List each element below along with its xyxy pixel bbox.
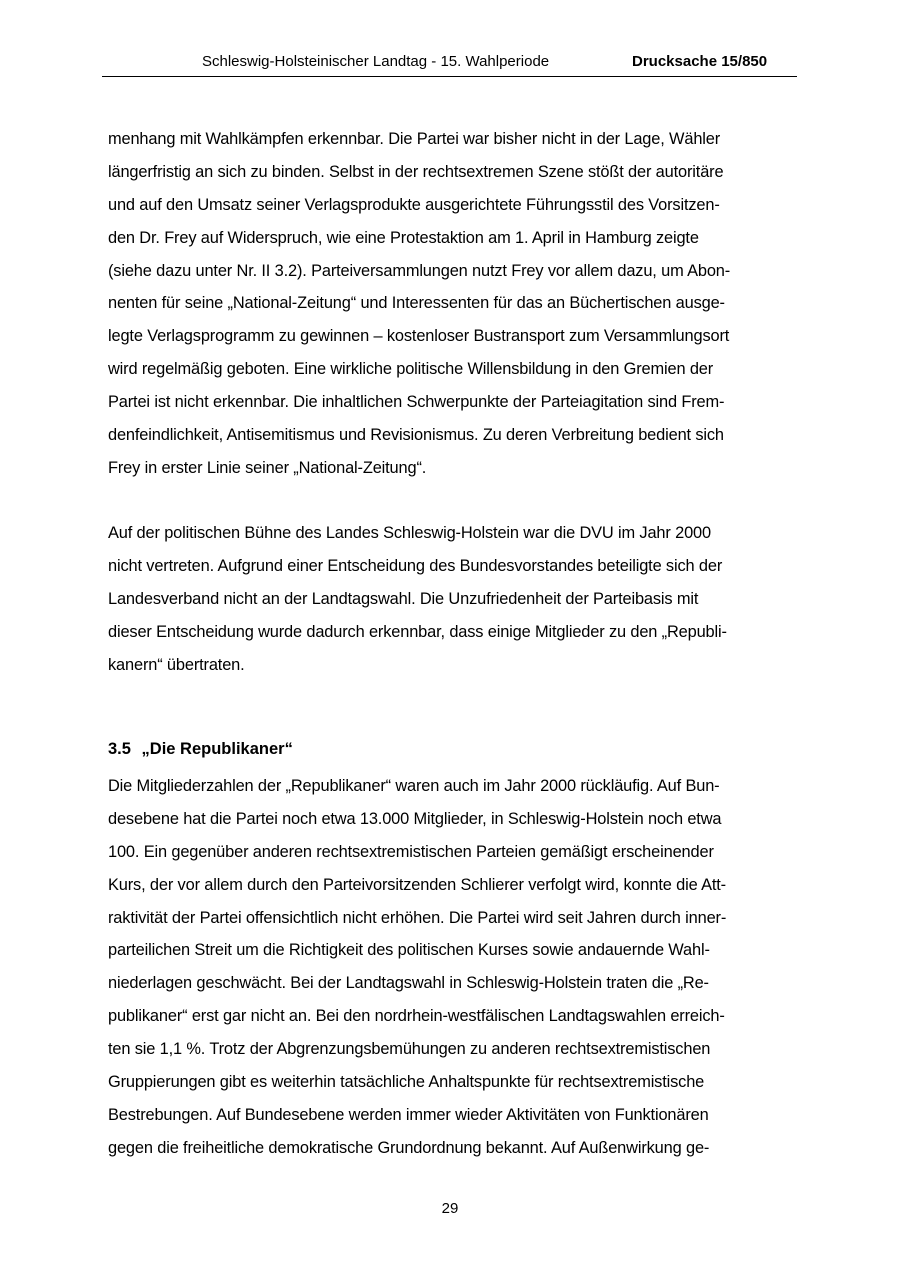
text-line: Kurs, der vor allem durch den Parteivorsitzenden Schlierer verfolgt wird, konnte die Att- bbox=[108, 875, 726, 894]
text-line: parteilichen Streit um die Richtigkeit des politischen Kurses sowie andauernde Wahl- bbox=[108, 941, 710, 960]
text-line: kanern“ übertraten. bbox=[108, 655, 245, 674]
text-line: legte Verlagsprogramm zu gewinnen – kostenloser Bustransport zum Versammlungsort bbox=[108, 327, 730, 346]
section-title: „Die Republikaner“ bbox=[141, 740, 293, 758]
text-line: Landesverband nicht an der Landtagswahl. Die Unzufriedenheit der Parteibasis mit bbox=[108, 589, 699, 608]
text-line: Die Mitgliederzahlen der „Republikaner“ waren auch im Jahr 2000 rückläufig. Auf Bun- bbox=[108, 777, 720, 795]
section-number: 3.5 bbox=[108, 740, 131, 758]
text-line: gegen die freiheitliche demokratische Grundordnung bekannt. Auf Außenwirkung ge- bbox=[108, 1138, 710, 1157]
text-line: niederlagen geschwächt. Bei der Landtagswahl in Schleswig-Holstein traten die „Re- bbox=[108, 974, 709, 993]
paragraph-3 bbox=[108, 770, 798, 1165]
text-line: dieser Entscheidung wurde dadurch erkennbar, dass einige Mitglieder zu den „Republi- bbox=[108, 622, 727, 641]
section-heading bbox=[108, 737, 293, 761]
text-line: (siehe dazu unter Nr. II 3.2). Parteiversammlungen nutzt Frey vor allem dazu, um Abon- bbox=[108, 261, 731, 280]
text-line: nicht vertreten. Aufgrund einer Entscheidung des Bundesvorstandes beteiligte sich der bbox=[108, 556, 723, 575]
text-line: publikaner“ erst gar nicht an. Bei den nordrhein-westfälischen Landtagswahlen erreich- bbox=[108, 1007, 725, 1026]
text-line: ten sie 1,1 %. Trotz der Abgrenzungsbemühungen zu anderen rechtsextremistischen bbox=[108, 1040, 711, 1059]
text-line: 100. Ein gegenüber anderen rechtsextremistischen Parteien gemäßigt erscheinender bbox=[108, 842, 714, 861]
paragraph-2 bbox=[108, 517, 798, 681]
text-line: Bestrebungen. Auf Bundesebene werden immer wieder Aktivitäten von Funktionären bbox=[108, 1105, 709, 1124]
text-line: und auf den Umsatz seiner Verlagsprodukte ausgerichtete Führungsstil des Vorsitzen- bbox=[108, 195, 720, 214]
text-line: den Dr. Frey auf Widerspruch, wie eine Protestaktion am 1. April in Hamburg zeigte bbox=[108, 228, 699, 247]
text-line: Frey in erster Linie seiner „National-Zeitung“. bbox=[108, 458, 427, 477]
text-line: denfeindlichkeit, Antisemitismus und Revisionismus. Zu deren Verbreitung bedient sich bbox=[108, 426, 724, 445]
text-line: raktivität der Partei offensichtlich nicht erhöhen. Die Partei wird seit Jahren durch inner- bbox=[108, 908, 727, 927]
header-title: Schleswig-Holsteinischer Landtag - 15. Wahlperiode bbox=[202, 53, 550, 70]
text-line: nenten für seine „National-Zeitung“ und Interessenten für das an Büchertischen ausge- bbox=[108, 294, 725, 313]
text-line: Auf der politischen Bühne des Landes Schleswig-Holstein war die DVU im Jahr 2000 bbox=[108, 524, 711, 542]
page-header bbox=[102, 52, 797, 77]
page-number: 29 bbox=[441, 1200, 459, 1217]
paragraph-1 bbox=[108, 123, 798, 485]
text-line: desebene hat die Partei noch etwa 13.000 Mitglieder, in Schleswig-Holstein noch etwa bbox=[108, 809, 722, 828]
text-line: menhang mit Wahlkämpfen erkennbar. Die Partei war bisher nicht in der Lage, Wähler bbox=[108, 130, 721, 148]
text-line: Partei ist nicht erkennbar. Die inhaltlichen Schwerpunkte der Parteiagitation sind Frem- bbox=[108, 393, 725, 412]
text-line: Gruppierungen gibt es weiterhin tatsächliche Anhaltspunkte für rechtsextremistische bbox=[108, 1073, 705, 1092]
document-number: Drucksache 15/850 bbox=[632, 53, 768, 70]
text-line: längerfristig an sich zu binden. Selbst in der rechtsextremen Szene stößt der autoritäre bbox=[108, 162, 724, 181]
text-line: wird regelmäßig geboten. Eine wirkliche politische Willensbildung in den Gremien der bbox=[108, 360, 714, 379]
